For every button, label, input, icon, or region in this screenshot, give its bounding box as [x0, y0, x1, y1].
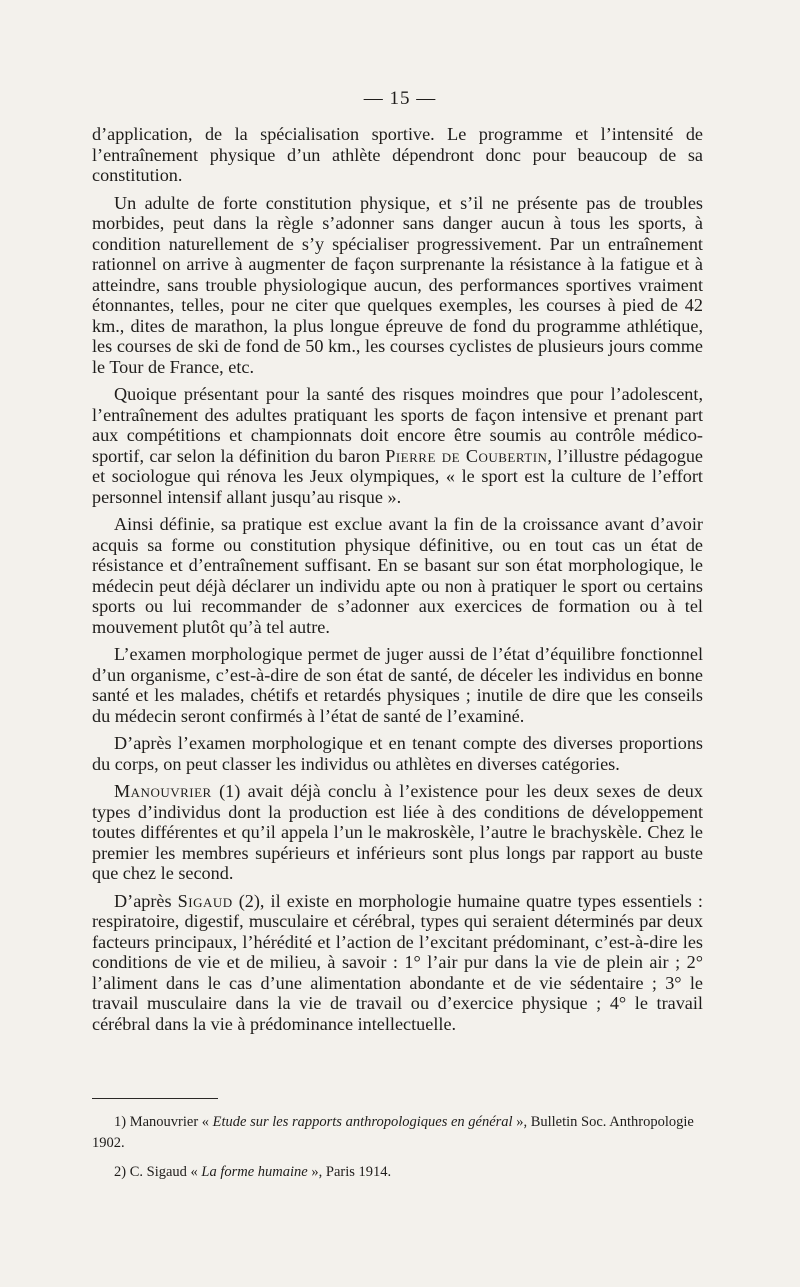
footnotes	[92, 1112, 703, 1191]
footnote-1-title: Etude sur les rapports anthropologiques en général	[212, 1114, 513, 1130]
paragraph-8-text-b: (2), il existe en morphologie humaine quatre types essentiels : respiratoire, digestif, musculaire et cérébral, types qui seraient déterminés par deux facteurs principaux, l’hérédité et l’action de l’excitant prédominant, c’est-à-dire les conditions de vie et de milieu, à savoir : 1° l’air pur dans la vie de plein air ; 2° l’aliment dans le cas d’une alimentation abondante et de vie sédentaire ; 3° le travail musculaire dans la vie de travail ou d’exercice physique ; 4° le travail cérébral dans la vie à prédominance intellectuelle.	[92, 890, 703, 1034]
paragraph-4: Ainsi définie, sa pratique est exclue avant la fin de la croissance avant d’avoir acquis sa forme ou constitution physique définitive, ou en tout cas un état de résistance et d’entraînement suffisant. En se basant sur son état morphologique, le médecin peut déjà déclarer un individu apte ou non à pratiquer le sport ou certains sports ou lui recommander de s’adonner aux exercices de formation ou à tel mouvement plutôt qu’à tel autre.	[92, 514, 703, 637]
author-name-sigaud: Sigaud	[177, 890, 233, 911]
paragraph-5: L’examen morphologique permet de juger aussi de l’état d’équilibre fonctionnel d’un organisme, c’est-à-dire de son état de santé, de déceler les individus en bonne santé et les malades, chétifs et retardés physiques ; inutile de dire que les conseils du médecin seront confirmés à l’état de santé de l’examiné.	[92, 644, 703, 726]
footnote-1	[92, 1112, 703, 1154]
footnote-1-text-a: 1) Manouvrier «	[114, 1114, 213, 1130]
paragraph-3-text-a: Quoique présentant pour la santé des risques moindres que pour l’adolescent, l’entraînement des adultes pratiquant les sports de façon intensive et prenant part aux compétitions et championnats doit encore être soumis au contrôle médico-sportif, car selon la définition du baron	[92, 384, 703, 466]
paragraph-3-text-b: , l’illustre pédagogue et sociologue qui rénova les Jeux olympiques, « le sport est la culture de l’effort personnel intensif allant jusqu’au risque ».	[92, 445, 703, 507]
paragraph-7	[92, 781, 703, 884]
footnote-2-title: La forme humaine	[201, 1164, 308, 1180]
paragraph-2: Un adulte de forte constitution physique, et s’il ne présente pas de troubles morbides, peut dans la règle s’adonner sans danger aucun à tous les sports, à condition naturellement de s’y spécialiser progressivement. Par un entraînement rationnel on arrive à augmenter de façon surprenante la résistance à la fatigue et à atteindre, sans trouble physiologique aucun, des performances sportives vraiment étonnantes, telles, pour ne citer que quelques exemples, les courses à pied de 42 km., dites de marathon, la plus longue épreuve de fond du programme athlétique, les courses de ski de fond de 50 km., les courses cyclistes de plusieurs jours comme le Tour de France, etc.	[92, 192, 703, 377]
paragraph-6: D’après l’examen morphologique et en tenant compte des diverses proportions du corps, on peut classer les individus ou athlètes en diverses catégories.	[92, 733, 703, 774]
footnote-1-text-b: », Bulletin Soc. Anthropologie 1902.	[92, 1114, 694, 1151]
footnote-2-text-a: 2) C. Sigaud «	[114, 1164, 202, 1180]
author-name-coubertin: Pierre de Coubertin	[385, 445, 548, 466]
footnote-2	[92, 1162, 703, 1183]
paragraph-1: d’application, de la spécialisation sportive. Le programme et l’intensité de l’entraînement physique d’un athlète dépendront donc pour beaucoup de sa constitution.	[92, 124, 703, 185]
footnote-2-text-b: », Paris 1914.	[307, 1164, 392, 1180]
footnote-divider	[92, 1098, 218, 1099]
paragraph-8	[92, 891, 703, 1035]
paragraph-8-text-a: D’après	[114, 890, 178, 911]
page-number: — 15 —	[363, 88, 437, 109]
body-text	[92, 124, 703, 1041]
paragraph-3	[92, 384, 703, 507]
paragraph-7-text: (1) avait déjà conclu à l’existence pour les deux sexes de deux types d’individus dont la production est liée à des conditions de développement toutes différentes et qu’il appela l’un le makroskèle, l’autre le brachyskèle. Chez le premier les membres supérieurs et inférieurs sont plus longs par rapport au buste que chez le second.	[92, 781, 703, 883]
author-name-manouvrier: Manouvrier	[114, 781, 212, 801]
